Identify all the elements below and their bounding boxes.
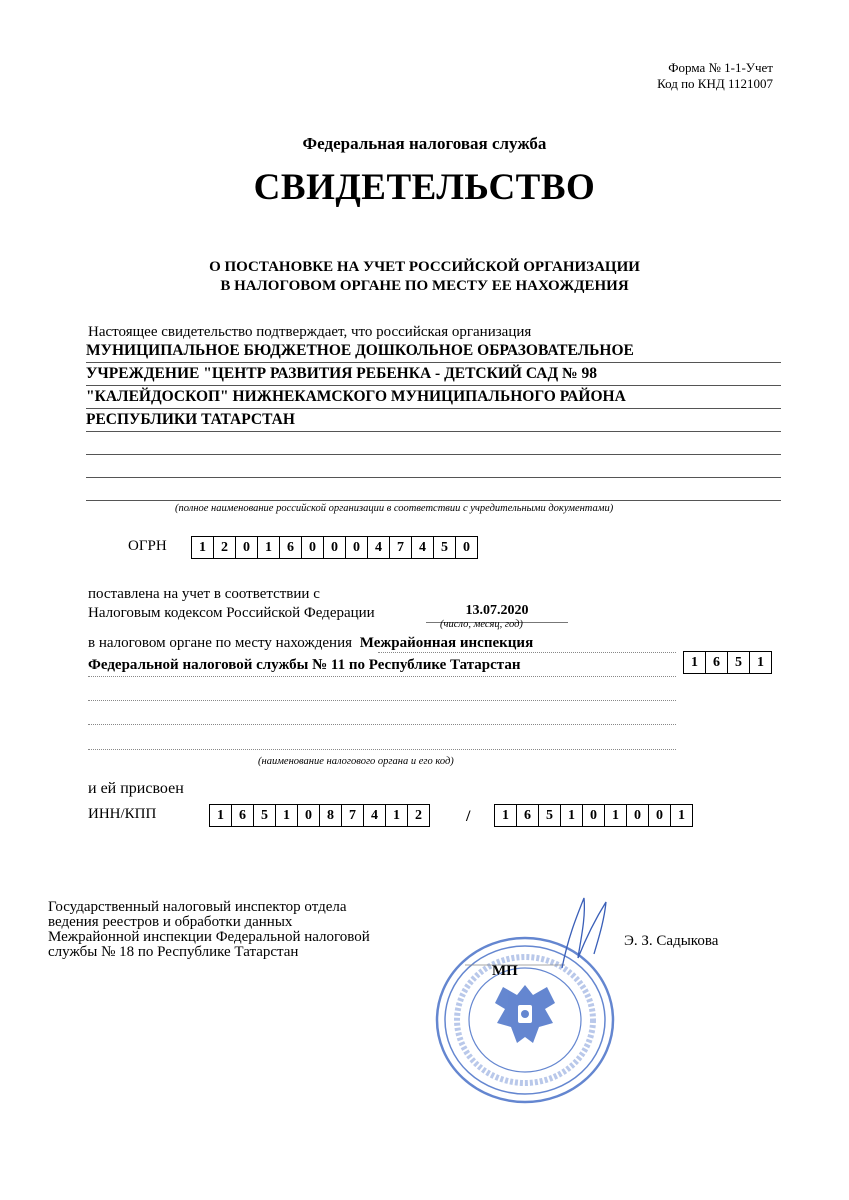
digit-cell: 0 <box>583 805 605 826</box>
registration-text-1: поставлена на учет в соответствии с <box>88 586 320 602</box>
inn-cells <box>209 804 430 827</box>
intro-text: Настоящее свидетельство подтверждает, что российская организация <box>88 324 532 340</box>
digit-cell: 0 <box>649 805 671 826</box>
digit-cell: 5 <box>434 537 456 558</box>
digit-cell: 6 <box>517 805 539 826</box>
tax-office-line-1 <box>378 652 676 653</box>
position-line: Межрайонной инспекции Федеральной налоговой <box>48 929 370 945</box>
form-number-block <box>657 60 773 92</box>
digit-cell: 1 <box>386 805 408 826</box>
registration-text-2: Налоговым кодексом Российской Федерации <box>88 605 375 621</box>
digit-cell: 1 <box>276 805 298 826</box>
tax-office-line-4 <box>88 724 676 725</box>
org-name-line-empty <box>86 455 781 478</box>
digit-cell: 2 <box>415 807 422 823</box>
registration-date-hint: (число, месяц, год) <box>440 619 523 630</box>
document-title: СВИДЕТЕЛЬСТВО <box>253 167 596 208</box>
stamp-mark: МП <box>492 963 518 979</box>
digit-cell: 1 <box>684 652 706 673</box>
document-subtitle <box>0 258 849 296</box>
registration-date: 13.07.2020 <box>465 603 529 618</box>
org-name-hint: (полное наименование российской организации в соответствии с учредительными документами) <box>175 503 614 514</box>
digit-cell: 2 <box>214 537 236 558</box>
digit-cell: 4 <box>364 805 386 826</box>
digit-cell: 1 <box>757 654 764 670</box>
digit-cell: 1 <box>495 805 517 826</box>
digit-cell: 0 <box>463 539 470 555</box>
digit-cell: 8 <box>320 805 342 826</box>
position-line: службы № 18 по Республике Татарстан <box>48 944 299 960</box>
knd-code: Код по КНД 1121007 <box>657 76 773 91</box>
assigned-text: и ей присвоен <box>88 780 184 797</box>
digit-cell: 4 <box>368 537 390 558</box>
agency-name: Федеральная налоговая служба <box>302 134 547 153</box>
digit-cell: 7 <box>342 805 364 826</box>
digit-cell: 0 <box>627 805 649 826</box>
digit-cell: 7 <box>390 537 412 558</box>
inspector-position <box>48 900 370 960</box>
tax-office-line-2 <box>88 676 676 677</box>
tax-office-line-3 <box>88 700 676 701</box>
ogrn-label: ОГРН <box>128 538 167 554</box>
digit-cell: 0 <box>346 537 368 558</box>
digit-cell: 6 <box>706 652 728 673</box>
org-name-line: "КАЛЕЙДОСКОП" НИЖНЕКАМСКОГО МУНИЦИПАЛЬНОГО РАЙОНА <box>86 386 781 409</box>
tax-office-line-5 <box>88 749 676 750</box>
digit-cell: 6 <box>232 805 254 826</box>
digit-cell: 1 <box>561 805 583 826</box>
digit-cell: 0 <box>298 805 320 826</box>
digit-cell: 5 <box>539 805 561 826</box>
subtitle-line-1: О ПОСТАНОВКЕ НА УЧЕТ РОССИЙСКОЙ ОРГАНИЗАЦИИ <box>209 259 640 275</box>
org-name-line: МУНИЦИПАЛЬНОЕ БЮДЖЕТНОЕ ДОШКОЛЬНОЕ ОБРАЗОВАТЕЛЬНОЕ <box>86 340 781 363</box>
inn-kpp-separator: / <box>466 808 471 825</box>
tax-office-hint: (наименование налогового органа и его код) <box>258 756 454 767</box>
signature-scribble <box>540 888 620 978</box>
digit-cell: 4 <box>412 537 434 558</box>
position-line: Государственный налоговый инспектор отдела <box>48 899 347 915</box>
eagle-emblem-icon <box>495 985 555 1043</box>
digit-cell: 1 <box>210 805 232 826</box>
digit-cell: 0 <box>302 537 324 558</box>
subtitle-line-2: В НАЛОГОВОМ ОРГАНЕ ПО МЕСТУ ЕЕ НАХОЖДЕНИЯ <box>220 278 629 294</box>
digit-cell: 1 <box>678 807 685 823</box>
tax-office-intro <box>88 635 533 652</box>
tax-office-name-part-1: Межрайонная инспекция <box>359 635 534 651</box>
kpp-cells <box>494 804 693 827</box>
form-number: Форма № 1-1-Учет <box>668 60 773 75</box>
digit-cell: 0 <box>236 537 258 558</box>
tax-office-intro-text: в налоговом органе по месту нахождения <box>88 635 353 651</box>
digit-cell: 1 <box>605 805 627 826</box>
ogrn-cells <box>191 536 478 559</box>
tax-office-code-cells <box>683 651 772 674</box>
digit-cell: 1 <box>192 537 214 558</box>
digit-cell: 6 <box>280 537 302 558</box>
org-name-line: УЧРЕЖДЕНИЕ "ЦЕНТР РАЗВИТИЯ РЕБЕНКА - ДЕТСКИЙ САД № 98 <box>86 363 781 386</box>
digit-cell: 0 <box>324 537 346 558</box>
digit-cell: 5 <box>728 652 750 673</box>
digit-cell: 5 <box>254 805 276 826</box>
digit-cell: 1 <box>258 537 280 558</box>
org-name-line-empty <box>86 432 781 455</box>
inspector-name: Э. З. Садыкова <box>624 933 719 949</box>
org-name-line-empty <box>86 478 781 501</box>
position-line: ведения реестров и обработки данных <box>48 914 293 930</box>
tax-office-name-part-2: Федеральной налоговой службы № 11 по Республике Татарстан <box>88 657 521 673</box>
inn-kpp-label: ИНН/КПП <box>88 806 157 822</box>
org-name-line: РЕСПУБЛИКИ ТАТАРСТАН <box>86 409 781 432</box>
